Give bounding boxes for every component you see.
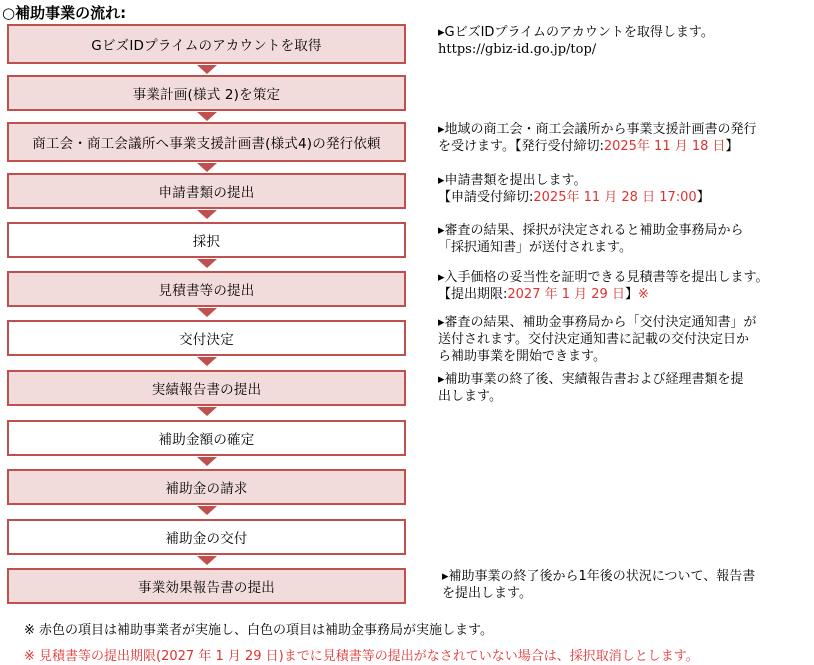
down-arrow-icon	[197, 112, 217, 121]
note-line	[438, 286, 808, 303]
step-grant-claim	[7, 469, 406, 505]
deadline-bracket: 】	[725, 139, 739, 154]
down-arrow-icon	[197, 556, 217, 565]
step-grant-payment	[7, 519, 406, 555]
deadline-label: 【申請受付締切:	[438, 190, 534, 205]
note-results-report	[438, 371, 808, 405]
page-heading: ○補助事業の流れ:	[2, 4, 127, 22]
step-effect-report	[7, 568, 406, 604]
note-adoption	[438, 222, 808, 256]
step-submit-application	[7, 173, 406, 209]
note-line: を提出します。	[442, 586, 532, 601]
down-arrow-icon	[197, 163, 217, 172]
step-label: 商工会・商工会議所へ事業支援計画書(様式4)の発行依頼	[32, 136, 381, 152]
note-line: 送付されます。交付決定通知書に記載の交付決定日か	[438, 332, 749, 347]
down-arrow-icon	[197, 506, 217, 515]
note-line: ▸審査の結果、採択が決定されると補助金事務局から	[438, 223, 744, 238]
step-results-report	[7, 370, 406, 406]
down-arrow-icon	[197, 357, 217, 366]
note-line: ら補助事業を開始できます。	[438, 349, 606, 364]
note-line: ▸申請書類を提出します。	[438, 173, 587, 188]
note-grant-decision	[438, 314, 808, 365]
step-submit-quotes	[7, 271, 406, 307]
step-label: 事業計画(様式 2)を策定	[132, 87, 281, 103]
step-grant-decision	[7, 320, 406, 356]
step-label: 採択	[192, 234, 221, 250]
down-arrow-icon	[197, 407, 217, 416]
footnote-color-legend: ※ 赤色の項目は補助事業者が実施し、白色の項目は補助金事務局が実施します。	[24, 623, 493, 638]
step-label: 補助金の交付	[165, 531, 248, 547]
deadline-label: を受けます。【発行受付締切:	[438, 139, 604, 154]
note-application	[438, 172, 808, 206]
note-quote	[438, 269, 808, 303]
footnote-mark: ※	[637, 287, 649, 302]
step-adoption	[7, 222, 406, 258]
note-line	[438, 138, 808, 155]
step-gbiz-account	[7, 24, 406, 64]
step-label: 交付決定	[179, 332, 234, 348]
step-label: 実績報告書の提出	[151, 382, 262, 398]
deadline-date: 2025年 11 月 28 日 17:00	[533, 190, 697, 205]
step-label: 事業効果報告書の提出	[138, 580, 275, 596]
gbiz-url: https://gbiz-id.go.jp/top/	[438, 42, 597, 57]
down-arrow-icon	[197, 457, 217, 466]
down-arrow-icon	[197, 65, 217, 74]
step-grant-amount-confirmed	[7, 420, 406, 456]
note-gbiz	[438, 24, 808, 58]
step-business-plan	[7, 75, 406, 111]
note-line: ▸GビズIDプライムのアカウントを取得します。	[438, 25, 714, 40]
footnote-quote-deadline: ※ 見積書等の提出期限(2027 年 1 月 29 日)までに見積書等の提出がなされていない場合は、採択取消しとします。	[24, 649, 699, 664]
note-support-plan	[438, 121, 808, 155]
note-line: 「採択通知書」が送付されます。	[438, 240, 632, 255]
deadline-date: 2027 年 1 月 29 日	[507, 287, 625, 302]
step-label: 補助金額の確定	[158, 432, 255, 448]
note-line	[438, 189, 808, 206]
note-line: ▸補助事業の終了後から1年後の状況について、報告書	[442, 569, 756, 584]
down-arrow-icon	[197, 308, 217, 317]
note-line: 出します。	[438, 389, 502, 404]
step-label: 見積書等の提出	[158, 283, 255, 299]
step-label: 申請書類の提出	[158, 185, 255, 201]
note-line: ▸地域の商工会・商工会議所から事業支援計画書の発行	[438, 122, 757, 137]
note-line: ▸補助事業の終了後、実績報告書および経理書類を提	[438, 372, 744, 387]
note-line: ▸審査の結果、補助金事務局から「交付決定通知書」が	[438, 315, 757, 330]
step-support-plan-request	[7, 122, 406, 162]
deadline-bracket: 】	[696, 190, 710, 205]
note-effect-report	[442, 568, 812, 602]
deadline-bracket: 】	[624, 287, 638, 302]
down-arrow-icon	[197, 259, 217, 268]
deadline-date: 2025年 11 月 18 日	[603, 139, 726, 154]
step-label: GビズIDプライムのアカウントを取得	[91, 38, 322, 54]
deadline-label: 【提出期限:	[438, 287, 508, 302]
note-line: ▸入手価格の妥当性を証明できる見積書等を提出します。	[438, 270, 769, 285]
down-arrow-icon	[197, 210, 217, 219]
step-label: 補助金の請求	[165, 481, 248, 497]
